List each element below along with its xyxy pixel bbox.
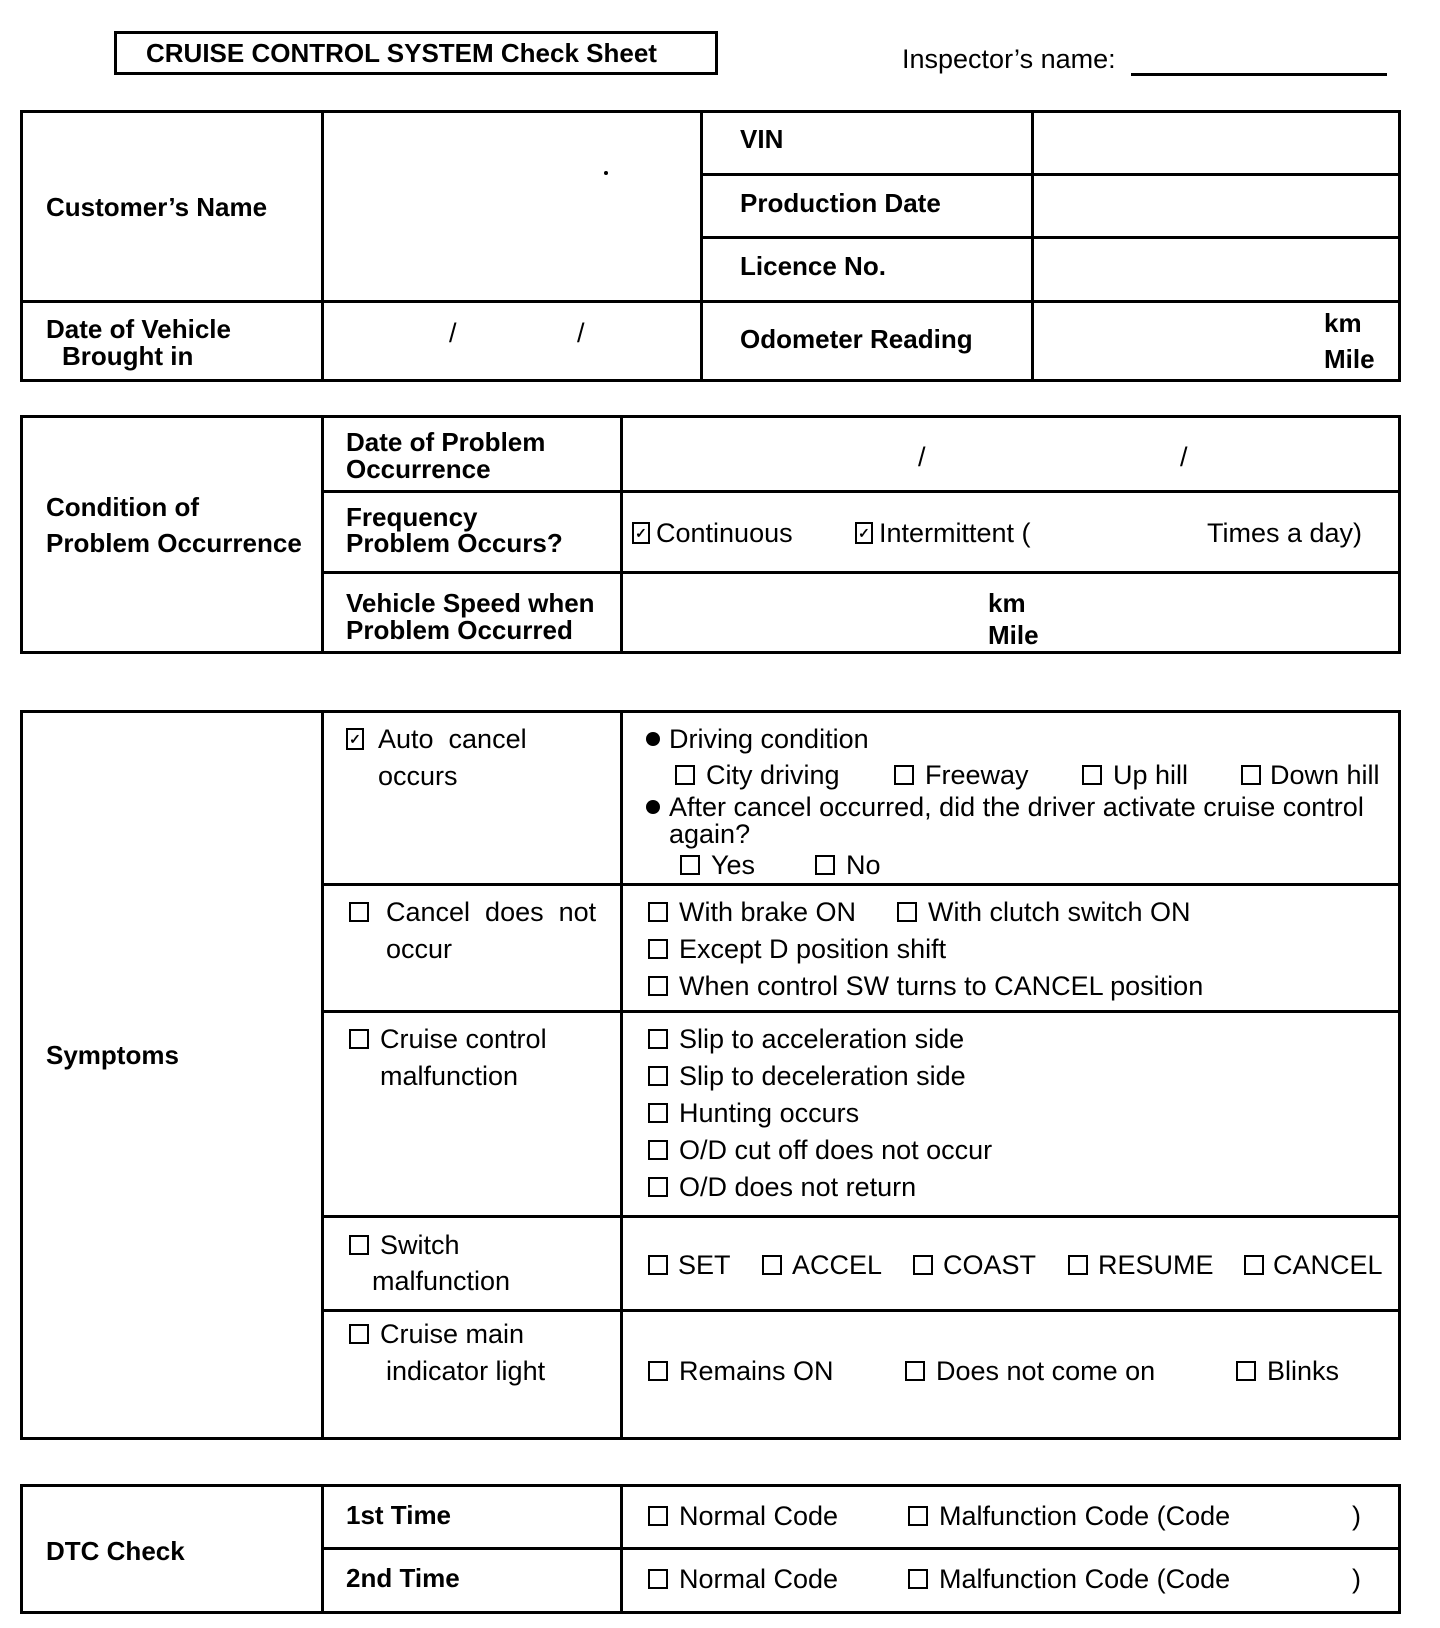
inspector-name-field[interactable]	[1131, 73, 1387, 76]
production-date-label: Production Date	[740, 188, 941, 218]
page-title: CRUISE CONTROL SYSTEM Check Sheet	[146, 38, 657, 68]
slip-acceleration-label: Slip to acceleration side	[679, 1024, 965, 1054]
up-hill-label: Up hill	[1113, 760, 1189, 790]
date-separator: /	[577, 318, 585, 348]
except-d-position-checkbox[interactable]	[648, 939, 668, 959]
after-cancel-label-line2: again?	[669, 819, 751, 849]
control-sw-cancel-checkbox[interactable]	[648, 976, 668, 996]
table3-border-right	[1398, 710, 1401, 1440]
indicator-light-label-line1: Cruise main	[380, 1319, 525, 1349]
slip-deceleration-label: Slip to deceleration side	[679, 1061, 966, 1091]
second-malfunction-code-checkbox[interactable]	[908, 1569, 928, 1589]
speed-unit-km: km	[988, 588, 1026, 618]
no-label: No	[846, 850, 881, 880]
first-normal-code-label: Normal Code	[679, 1501, 839, 1531]
switch-malfunction-checkbox[interactable]	[349, 1235, 369, 1255]
hunting-occurs-checkbox[interactable]	[648, 1103, 668, 1123]
table3-divider	[321, 1215, 1401, 1218]
vin-label: VIN	[740, 124, 784, 154]
odometer-unit-km: km	[1324, 308, 1362, 338]
date-brought-label-line2: Brought in	[62, 341, 194, 371]
speed-label-line1: Vehicle Speed when	[346, 588, 595, 618]
table3-divider	[321, 710, 324, 1440]
intermittent-checkbox[interactable]: ✓	[855, 522, 873, 544]
city-driving-label: City driving	[706, 760, 840, 790]
customer-name-field[interactable]	[324, 113, 700, 300]
does-not-come-on-label: Does not come on	[936, 1356, 1156, 1386]
odometer-unit-mile: Mile	[1324, 344, 1375, 374]
date-separator: /	[918, 442, 926, 472]
down-hill-checkbox[interactable]	[1241, 765, 1261, 785]
coast-label: COAST	[943, 1250, 1037, 1280]
set-checkbox[interactable]	[648, 1255, 668, 1275]
does-not-come-on-checkbox[interactable]	[905, 1361, 925, 1381]
control-sw-cancel-label: When control SW turns to CANCEL position	[679, 971, 1204, 1001]
table1-border-right	[1398, 110, 1401, 382]
set-label: SET	[678, 1250, 731, 1280]
blinks-label: Blinks	[1267, 1356, 1340, 1386]
cancel-checkbox[interactable]	[1244, 1255, 1264, 1275]
after-cancel-label-line1: After cancel occurred, did the driver activate cruise control	[669, 792, 1364, 822]
remains-on-label: Remains ON	[679, 1356, 834, 1386]
cruise-control-malfunction-checkbox[interactable]	[349, 1029, 369, 1049]
problem-date-label-line1: Date of Problem	[346, 427, 546, 457]
customer-name-label: Customer’s Name	[46, 192, 268, 222]
indicator-light-checkbox[interactable]	[349, 1324, 369, 1344]
table2-border-bottom	[20, 651, 1401, 654]
date-separator: /	[1180, 442, 1188, 472]
odometer-label: Odometer Reading	[740, 324, 973, 354]
date-brought-field[interactable]	[324, 303, 700, 379]
od-cut-off-label: O/D cut off does not occur	[679, 1135, 993, 1165]
resume-label: RESUME	[1098, 1250, 1214, 1280]
with-brake-on-label: With brake ON	[679, 897, 857, 927]
indicator-light-label-line2: indicator light	[386, 1356, 546, 1386]
second-malfunction-code-label: Malfunction Code (Code	[939, 1564, 1231, 1594]
condition-section-label-line1: Condition of	[46, 492, 200, 522]
slip-acceleration-checkbox[interactable]	[648, 1029, 668, 1049]
speed-label-line2: Problem Occurred	[346, 615, 573, 645]
continuous-label: Continuous	[656, 518, 793, 548]
first-code-field[interactable]	[1245, 1496, 1345, 1538]
table3-border-top	[20, 710, 1401, 713]
accel-label: ACCEL	[792, 1250, 883, 1280]
up-hill-checkbox[interactable]	[1082, 765, 1102, 785]
table1-border-bottom	[20, 379, 1401, 382]
licence-no-field[interactable]	[1034, 239, 1398, 300]
first-normal-code-checkbox[interactable]	[648, 1506, 668, 1526]
table4-border-top	[20, 1484, 1401, 1487]
table4-border-left	[20, 1484, 23, 1614]
cruise-control-malfunction-label-line2: malfunction	[380, 1061, 519, 1091]
table2-border-right	[1398, 415, 1401, 654]
driving-condition-label: Driving condition	[669, 724, 869, 754]
table2-divider	[321, 490, 1401, 493]
resume-checkbox[interactable]	[1068, 1255, 1088, 1275]
dtc-second-time-label: 2nd Time	[346, 1563, 460, 1593]
second-normal-code-label: Normal Code	[679, 1564, 839, 1594]
second-normal-code-checkbox[interactable]	[648, 1569, 668, 1589]
dtc-check-section-label: DTC Check	[46, 1536, 185, 1566]
with-brake-on-checkbox[interactable]	[648, 902, 668, 922]
times-a-day-label: Times a day)	[1207, 518, 1363, 548]
table2-divider	[321, 415, 324, 654]
cancel-not-occur-label-line1: Cancel does not	[386, 897, 597, 927]
except-d-position-label: Except D position shift	[679, 934, 947, 964]
table1-divider	[700, 110, 703, 382]
table3-border-left	[20, 710, 23, 1440]
no-checkbox[interactable]	[815, 855, 835, 875]
times-a-day-field[interactable]	[1040, 510, 1200, 554]
yes-checkbox[interactable]	[680, 855, 700, 875]
continuous-checkbox[interactable]: ✓	[632, 522, 650, 544]
switch-malfunction-label-line2: malfunction	[372, 1266, 511, 1296]
table3-divider	[321, 883, 1401, 886]
with-clutch-switch-on-label: With clutch switch ON	[928, 897, 1191, 927]
accel-checkbox[interactable]	[762, 1255, 782, 1275]
freeway-checkbox[interactable]	[894, 765, 914, 785]
first-malfunction-code-checkbox[interactable]	[908, 1506, 928, 1526]
frequency-label-line2: Problem Occurs?	[346, 528, 563, 558]
blinks-checkbox[interactable]	[1236, 1361, 1256, 1381]
frequency-label-line1: Frequency	[346, 502, 478, 532]
city-driving-checkbox[interactable]	[675, 765, 695, 785]
auto-cancel-label-line2: occurs	[378, 761, 458, 791]
cancel-not-occur-label-line2: occur	[386, 934, 453, 964]
table3-divider	[321, 1010, 1401, 1013]
table4-divider	[321, 1547, 1401, 1550]
with-clutch-switch-on-checkbox[interactable]	[897, 902, 917, 922]
switch-malfunction-label-line1: Switch	[380, 1230, 460, 1260]
table4-border-bottom	[20, 1611, 1401, 1614]
dtc-first-time-label: 1st Time	[346, 1500, 452, 1530]
cancel-label: CANCEL	[1273, 1250, 1383, 1280]
coast-checkbox[interactable]	[913, 1255, 933, 1275]
stray-dot	[604, 171, 608, 175]
auto-cancel-checkbox[interactable]: ✓	[346, 728, 364, 750]
date-separator: /	[449, 318, 457, 348]
condition-section-label-line2: Problem Occurrence	[46, 528, 302, 558]
vin-field[interactable]	[1034, 113, 1398, 173]
first-malfunction-code-label: Malfunction Code (Code	[939, 1501, 1231, 1531]
od-not-return-label: O/D does not return	[679, 1172, 917, 1202]
auto-cancel-label-line1: Auto cancel	[378, 724, 527, 754]
remains-on-checkbox[interactable]	[648, 1361, 668, 1381]
od-not-return-checkbox[interactable]	[648, 1177, 668, 1197]
inspector-name-label: Inspector’s name:	[902, 44, 1116, 74]
date-brought-label-line1: Date of Vehicle	[46, 314, 231, 344]
table3-border-bottom	[20, 1437, 1401, 1440]
licence-no-label: Licence No.	[740, 251, 886, 281]
production-date-field[interactable]	[1034, 176, 1398, 236]
slip-deceleration-checkbox[interactable]	[648, 1066, 668, 1086]
down-hill-label: Down hill	[1270, 760, 1380, 790]
od-cut-off-checkbox[interactable]	[648, 1140, 668, 1160]
speed-unit-mile: Mile	[988, 620, 1039, 650]
bullet-icon	[646, 800, 660, 814]
second-code-field[interactable]	[1245, 1559, 1345, 1601]
yes-label: Yes	[711, 850, 756, 880]
table1-border-left	[20, 110, 23, 382]
cruise-control-malfunction-label-line1: Cruise control	[380, 1024, 547, 1054]
freeway-label: Freeway	[925, 760, 1029, 790]
table3-divider	[321, 1309, 1401, 1312]
cancel-not-occur-checkbox[interactable]	[349, 902, 369, 922]
table2-border-left	[20, 415, 23, 654]
hunting-occurs-label: Hunting occurs	[679, 1098, 860, 1128]
problem-date-field[interactable]	[623, 418, 1398, 490]
second-close-paren: )	[1352, 1564, 1361, 1594]
table3-divider	[620, 710, 623, 1440]
symptoms-section-label: Symptoms	[46, 1040, 179, 1070]
bullet-icon	[646, 732, 660, 746]
intermittent-label: Intermittent (	[879, 518, 1031, 548]
problem-date-label-line2: Occurrence	[346, 454, 491, 484]
first-close-paren: )	[1352, 1501, 1361, 1531]
